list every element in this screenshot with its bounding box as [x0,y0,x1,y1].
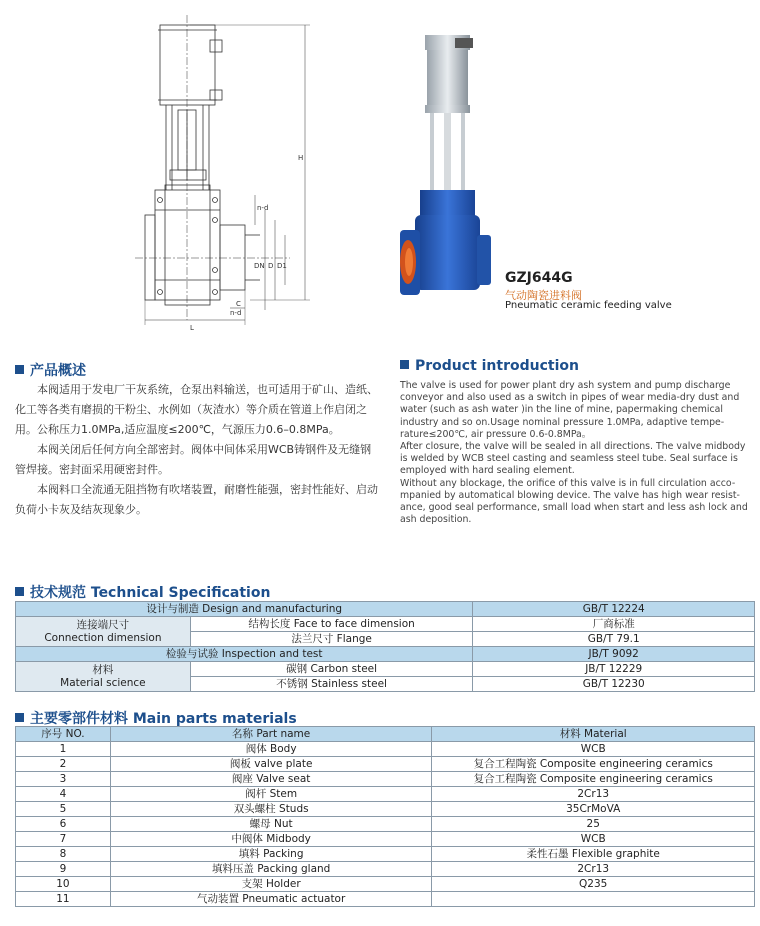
intro-cn-title: 产品概述 [15,360,86,380]
intro-cn-paragraph: 本阀适用于发电厂干灰系统，仓泵出料输送，也可适用于矿山、造纸、化工等各类有磨损的干粉尘、水例如（灰渣水）等介质在管道上作启闭之用。公称压力1.0MPa,适应温度≤200℃，气源压力0.6–0.8MPa。 [15,383,378,436]
table-row [16,787,755,802]
table-row [16,602,755,617]
table-row [16,862,755,877]
valve-technical-drawing [130,10,340,335]
part-material-cell: 25 [432,817,755,832]
part-material-cell: 复合工程陶瓷 Composite engineering ceramics [432,757,755,772]
spec-design-label: 设计与制造 Design and manufacturing [16,602,473,617]
part-no-cell: 11 [16,892,111,907]
product-model: GZJ644G [505,270,573,286]
spec-material-label: 材料 Material science [16,662,191,692]
dim-D: D [268,262,274,270]
part-no-cell: 1 [16,742,111,757]
part-material-cell: 2Cr13 [432,862,755,877]
header-part-name: 名称 Part name [110,727,432,742]
part-name-cell: 填料压盖 Packing gland [110,862,432,877]
part-name-cell: 中阀体 Midbody [110,832,432,847]
table-row [16,802,755,817]
part-name-cell: 阀杆 Stem [110,787,432,802]
spec-stainless-value: GB/T 12230 [473,677,755,692]
part-name-cell: 气动装置 Pneumatic actuator [110,892,432,907]
dim-H: H [298,154,304,162]
table-header-row [16,727,755,742]
spec-inspection-label: 检验与试验 Inspection and test [16,647,473,662]
section-square-icon [15,587,24,596]
table-row [16,757,755,772]
part-no-cell: 10 [16,877,111,892]
product-name-cn: 气动陶瓷进料阀 [505,289,582,302]
valve-product-photo [395,30,515,330]
part-material-cell [432,892,755,907]
part-name-cell: 填料 Packing [110,847,432,862]
part-name-cell: 支架 Holder [110,877,432,892]
part-no-cell: 5 [16,802,111,817]
part-material-cell: 复合工程陶瓷 Composite engineering ceramics [432,772,755,787]
part-material-cell: Q235 [432,877,755,892]
table-row [16,647,755,662]
part-name-cell: 阀板 valve plate [110,757,432,772]
part-no-cell: 3 [16,772,111,787]
intro-en-body [400,380,752,526]
spec-stainless-label: 不锈钢 Stainless steel [190,677,473,692]
tech-spec-table [15,601,755,692]
table-row [16,832,755,847]
intro-cn-paragraph: 本阀料口全流通无阻挡物有吹堵装置，耐磨性能强，密封性能好、启动负荷小卡灰及结灰现象少。 [15,483,378,516]
spec-design-value: GB/T 12224 [473,602,755,617]
table-row [16,847,755,862]
table-row [16,617,755,632]
header-material: 材料 Material [432,727,755,742]
header-no: 序号 NO. [16,727,111,742]
part-no-cell: 8 [16,847,111,862]
intro-cn-body [15,380,380,520]
dim-DN: DN [254,262,265,270]
part-name-cell: 双头螺柱 Studs [110,802,432,817]
intro-en-title: Product introduction [400,358,579,374]
spec-carbon-value: JB/T 12229 [473,662,755,677]
dim-C: C [236,300,241,308]
intro-en-paragraph: The valve is used for power plant dry ash system and pump discharge conveyor and also used as a switch in pipes of wear media-dry dust and water (such as ash water )in the line of mine, papermaking chemical industry and so on.Usage nominal pressure 1.0MPa, adaptive tempe-rature≤200℃, air pressure 0.6-0.8MPa。 [400,380,740,440]
table-row [16,662,755,677]
dim-D1: D1 [277,262,287,270]
intro-en-paragraph: After closure, the valve will be sealed in all directions. The valve midbody is welded by WCB steel casting and seamless steel tube. Seal surface is employed with hard sealing element. [400,441,746,477]
part-no-cell: 2 [16,757,111,772]
part-material-cell: 35CrMoVA [432,802,755,817]
parts-title: 主要零部件材料 Main parts materials [15,708,297,728]
part-name-cell: 螺母 Nut [110,817,432,832]
spec-flange-value: GB/T 79.1 [473,632,755,647]
tech-spec-title: 技术规范 Technical Specification [15,582,270,602]
part-material-cell: 柔性石墨 Flexible graphite [432,847,755,862]
spec-inspection-value: JB/T 9092 [473,647,755,662]
spec-face-value: 厂商标准 [473,617,755,632]
dim-nd-1: n-d [257,204,269,212]
part-no-cell: 9 [16,862,111,877]
part-no-cell: 6 [16,817,111,832]
part-name-cell: 阀座 Valve seat [110,772,432,787]
table-row [16,742,755,757]
table-row [16,892,755,907]
section-square-icon [400,360,409,369]
spec-carbon-label: 碳钢 Carbon steel [190,662,473,677]
table-row [16,817,755,832]
part-material-cell: 2Cr13 [432,787,755,802]
table-row [16,877,755,892]
part-material-cell: WCB [432,832,755,847]
table-row [16,772,755,787]
section-square-icon [15,365,24,374]
intro-cn-paragraph: 本阀关闭后任何方向全部密封。阀体中间体采用WCB铸钢件及无缝钢管焊接。密封面采用硬密封件。 [15,443,372,476]
parts-table [15,726,755,907]
section-square-icon [15,713,24,722]
part-no-cell: 7 [16,832,111,847]
dim-L: L [190,324,194,332]
spec-connection-label: 连接端尺寸 Connection dimension [16,617,191,647]
product-name-en: Pneumatic ceramic feeding valve [505,300,672,311]
dim-nd-2: n-d [230,309,242,317]
spec-flange-label: 法兰尺寸 Flange [190,632,473,647]
part-material-cell: WCB [432,742,755,757]
intro-en-paragraph: Without any blockage, the orifice of this valve is in full circulation acco-mpanied by automatical blowing device. The valve has high wear resist-ance, good seal performance, small load when start and less ash lock and ash deposition. [400,477,748,526]
part-name-cell: 阀体 Body [110,742,432,757]
part-no-cell: 4 [16,787,111,802]
spec-face-label: 结构长度 Face to face dimension [190,617,473,632]
